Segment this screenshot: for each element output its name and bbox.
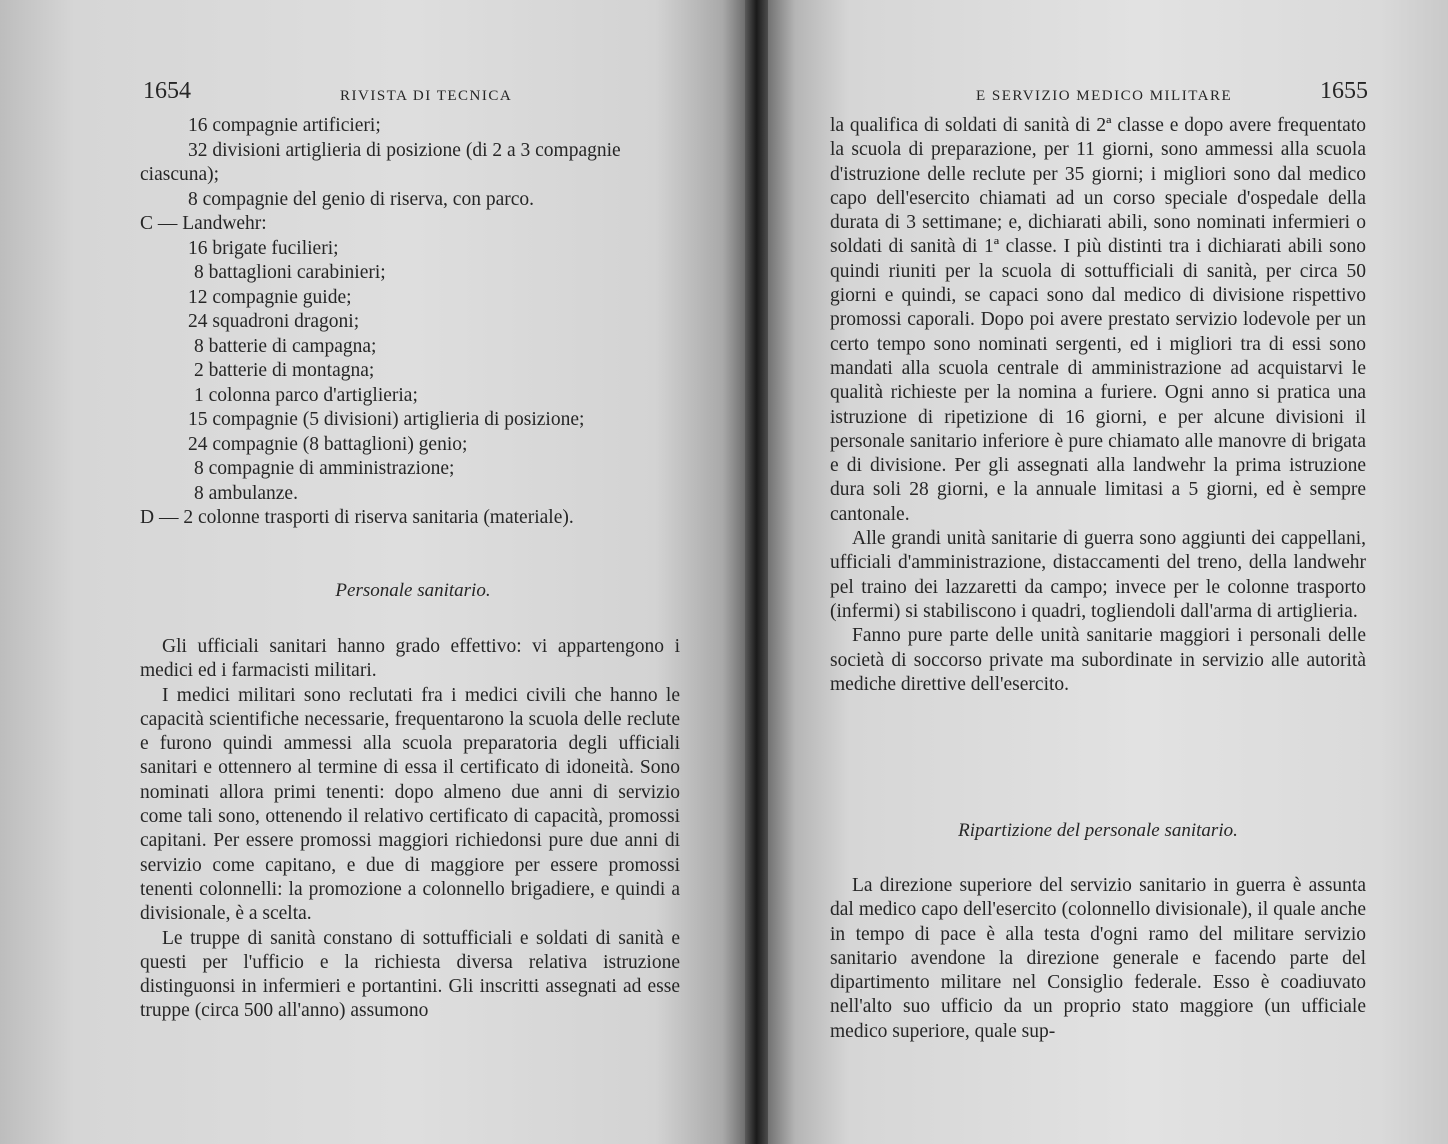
unit-list (140, 114, 621, 531)
left-page-number: 1654 (143, 78, 191, 104)
left-running-head: RIVISTA DI TECNICA (340, 88, 513, 104)
paragraph: Fanno pure parte delle unità sanitarie maggiori i personali delle società di soccorso private ma subordinate in servizio alle autorità mediche direttive dell'esercito. (830, 625, 1366, 695)
list-item: 16 compagnie artificieri; (188, 115, 381, 136)
list-item: 8 ambulanze. (194, 482, 298, 504)
paragraph: I medici militari sono reclutati fra i medici civili che hanno le capacità scientifiche necessarie, frequentarono la scuola delle reclute e furono quindi ammessi alla scuola preparatoria degli ufficiali sanitari e ottennero al termine di essa il certificato di idoneità. Sono nominati allora primi tenenti: dopo almeno due anni di servizio come tali sono, ottenendo il relativo certificato di capacità, promossi capitani. Per essere promossi maggiori richiedonsi pure due anni di servizio come capitano, e due di maggiore per essere promossi tenenti colonnelli: la promozione a colonnello brigadiere, e quindi a divisionale, è a scelta. (140, 684, 680, 925)
paragraph: Gli ufficiali sanitari hanno grado effettivo: vi appartengono i medici ed i farmacisti militari. (140, 636, 680, 682)
right-running-head: E SERVIZIO MEDICO MILITARE (976, 88, 1233, 104)
right-page-number: 1655 (1320, 78, 1368, 104)
list-item: 2 batterie di montagna; (194, 360, 375, 381)
list-item: 8 battaglioni carabinieri; (194, 262, 386, 283)
list-item: 15 compagnie (5 divisioni) artiglieria di posizione; (188, 409, 585, 430)
list-item: 1 colonna parco d'artiglieria; (194, 384, 418, 406)
paragraph: Alle grandi unità sanitarie di guerra sono aggiunti dei cappellani, ufficiali d'amministrazione, distaccamenti del treno, della landwehr pel traino dei lazzaretti da campo; invece per le colonne trasporto (infermi) si stabiliscono i quadri, togliendoli dall'arma di artiglieria. (830, 528, 1366, 622)
list-item: D — 2 colonne trasporti di riserva sanitaria (materiale). (140, 507, 574, 528)
list-item: 16 brigate fucilieri; (188, 237, 339, 259)
book-gutter (745, 0, 768, 1144)
paragraph: La direzione superiore del servizio sanitario in guerra è assunta dal medico capo dell'esercito (colonnello divisionale), il quale anche in tempo di pace è alla testa d'ogni ramo del militare servizio sanitario avendone la direzione generale e facendo parte del dipartimento militare nel Consiglio federale. Esso è coadiuvato nell'alto suo ufficio da un proprio stato maggiore (un ufficiale medico superiore, quale sup- (830, 875, 1366, 1042)
list-item: C — Landwehr: (140, 213, 267, 234)
list-item: ciascuna); (140, 164, 220, 185)
list-item: 24 squadroni dragoni; (188, 311, 360, 332)
list-item: 8 compagnie del genio di riserva, con parco. (188, 188, 535, 210)
left-body-text (140, 635, 680, 1024)
right-page (768, 0, 1448, 1144)
list-item: 8 batterie di campagna; (194, 335, 377, 357)
right-body-text (830, 114, 1366, 697)
list-item: 24 compagnie (8 battaglioni) genio; (188, 433, 468, 455)
list-item: 12 compagnie guide; (188, 286, 352, 308)
list-item: 8 compagnie di amministrazione; (194, 458, 455, 479)
section-title-personale: Personale sanitario. (335, 580, 491, 601)
right-body-text-2 (830, 874, 1366, 1044)
paragraph: la qualifica di soldati di sanità di 2ª classe e dopo avere frequentato la scuola di preparazione, per 11 giorni, sono ammessi alla scuola d'istruzione delle reclute per 35 giorni; i migliori sono dal medico capo dell'esercito chiamati ad un corso speciale d'ospedale della durata di 3 settimane; e, dichiarati abili, sono nominati infermieri o soldati di sanità di 1ª classe. I più distinti tra i dichiarati abili sono quindi riuniti per la scuola di sottufficiali di sanità, per circa 50 giorni e quindi, se capaci sono dal medico di divisione rispettivo promossi caporali. Dopo poi avere prestato servizio lodevole per un certo tempo sono nominati sergenti, ed i migliori tra di essi sono mandati alla scuola centrale di amministrazione ad acquistarvi le qualità richieste per la nomina a furiere. Ogni anno si pratica una istruzione di ripetizione di 16 giorni, e per alcune divisioni il personale sanitario inferiore è pure chiamato alle manovre di brigata e di divisione. Per gli assegnati alla landwehr la prima istruzione dura soli 28 giorni, e la annuale limitasi a 5 giorni, ed è sempre cantonale. (830, 115, 1366, 525)
list-item: 32 divisioni artiglieria di posizione (di 2 a 3 compagnie (188, 139, 621, 161)
paragraph: Le truppe di sanità constano di sottufficiali e soldati di sanità e questi per l'ufficio e la richiesta diversa relativa istruzione distinguonsi in infermieri e portantini. Gli inscritti assegnati ad esse truppe (circa 500 all'anno) assumono (140, 927, 680, 1022)
section-title-ripartizione: Ripartizione del personale sanitario. (958, 820, 1238, 841)
